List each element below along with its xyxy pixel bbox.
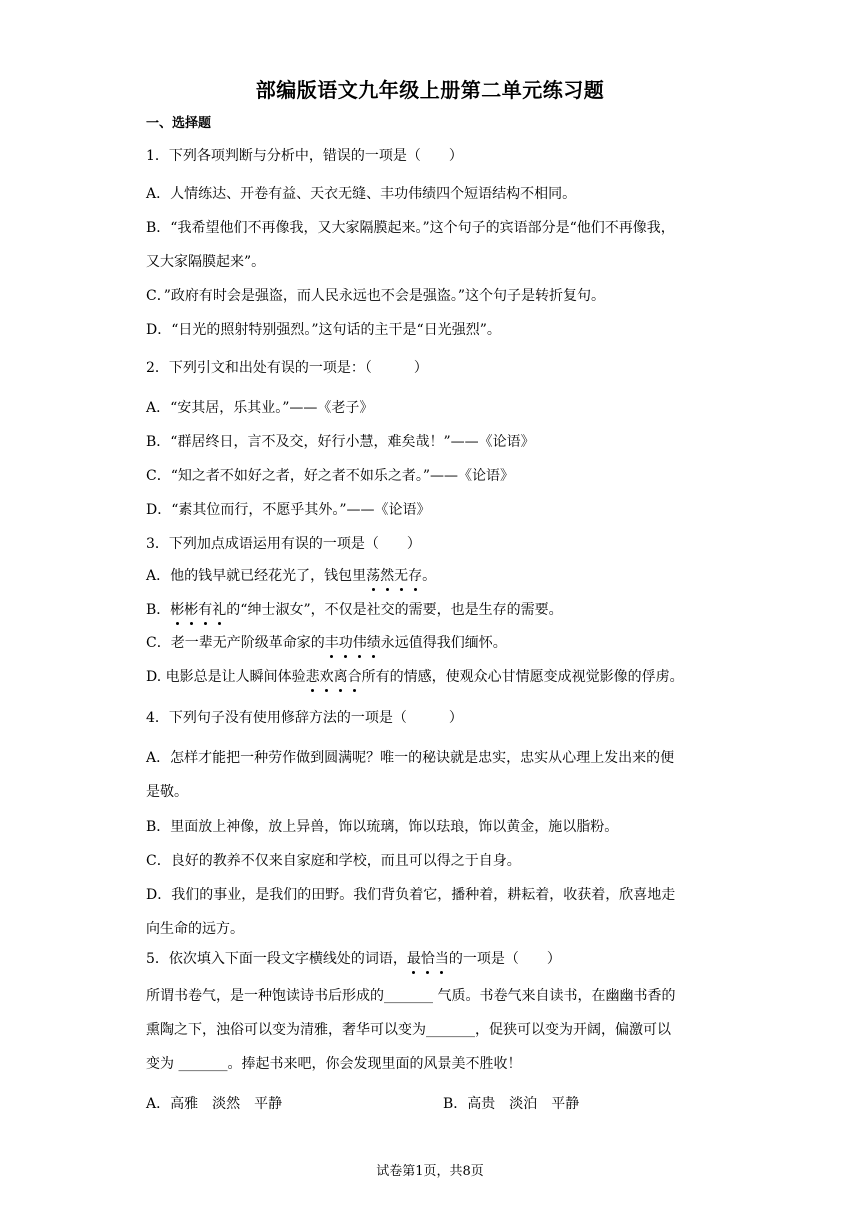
question-4-option-a: A．怎样才能把一种劳作做到圆满呢？唯一的秘诀就是忠实，忠实从心理上发出来的便 bbox=[146, 750, 675, 766]
question-1-option-a: A．人情练达、开卷有益、天衣无缝、丰功伟绩四个短语结构不相同。 bbox=[146, 186, 577, 202]
question-4-option-d: D．我们的事业，是我们的田野。我们背负着它，播种着，耕耘着，收获着，欣喜地走 bbox=[146, 887, 676, 903]
page-footer: 试卷第1页，共8页 bbox=[376, 1164, 484, 1179]
question-5-passage-line-2: 熏陶之下，浊俗可以变为清雅，奢华可以变为_______，促狭可以变为开阔，偏激可以 bbox=[146, 1022, 671, 1038]
question-1-stem: 1．下列各项判断与分析中，错误的一项是（ ） bbox=[146, 148, 463, 164]
question-3-option-a: A．他的钱早就已经花光了，钱包里荡然无存。 bbox=[146, 568, 437, 584]
question-5-option-b: B．高贵 淡泊 平静 bbox=[443, 1096, 580, 1112]
section-heading: 一、选择题 bbox=[146, 116, 212, 131]
question-5-passage-line-1: 所谓书卷气，是一种饱读诗书后形成的_______ 气质。书卷气来自读书，在幽幽书香的 bbox=[146, 988, 676, 1004]
question-5-stem: 5．依次填入下面一段文字横线处的词语，最恰当的一项是（ ） bbox=[146, 951, 561, 967]
question-3-option-d: D. 电影总是让人瞬间体验悲欢离合所有的情感，使观众心甘情愿变成视觉影像的俘虏。 bbox=[146, 669, 684, 685]
question-4-option-a-cont: 是敬。 bbox=[146, 784, 188, 800]
question-4-option-d-cont: 向生命的远方。 bbox=[146, 921, 244, 937]
question-3-option-c: C．老一辈无产阶级革命家的丰功伟绩永远值得我们缅怀。 bbox=[146, 635, 507, 651]
question-2-option-a: A．“安其居，乐其业。”——《老子》 bbox=[146, 400, 374, 416]
question-1-option-d: D．“日光的照射特别强烈。”这句话的主干是“日光强烈”。 bbox=[146, 322, 501, 338]
question-1-option-b: B．“我希望他们不再像我，又大家隔膜起来。”这个句子的宾语部分是“他们不再像我， bbox=[146, 220, 675, 236]
question-2-option-c: C．“知之者不如好之者，好之者不如乐之者。”——《论语》 bbox=[146, 468, 515, 484]
question-2-stem: 2．下列引文和出处有误的一项是：（ ） bbox=[146, 360, 428, 376]
question-5-passage-line-3: 变为 _______。捧起书来吧，你会发现里面的风景美不胜收！ bbox=[146, 1056, 522, 1072]
question-4-option-b: B．里面放上神像，放上异兽，饰以琉璃，饰以珐琅，饰以黄金，施以脂粉。 bbox=[146, 819, 619, 835]
question-2-option-b: B．“群居终日，言不及交，好行小慧，难矣哉！”——《论语》 bbox=[146, 434, 535, 450]
question-1-option-b-cont: 又大家隔膜起来”。 bbox=[146, 254, 266, 270]
question-3-stem: 3．下列加点成语运用有误的一项是（ ） bbox=[146, 536, 421, 552]
page-title: 部编版语文九年级上册第二单元练习题 bbox=[255, 78, 605, 102]
question-4-stem: 4．下列句子没有使用修辞方法的一项是（ ） bbox=[146, 710, 463, 726]
question-5-option-a: A．高雅 淡然 平静 bbox=[146, 1096, 283, 1112]
question-1-option-c: C．”政府有时会是强盗，而人民永远也不会是强盗。”这个句子是转折复句。 bbox=[146, 288, 606, 304]
question-2-option-d: D．“素其位而行，不愿乎其外。”——《论语》 bbox=[146, 502, 431, 518]
question-4-option-c: C．良好的教养不仅来自家庭和学校，而且可以得之于自身。 bbox=[146, 853, 521, 869]
question-3-option-b: B．彬彬有礼的“绅士淑女”，不仅是社交的需要，也是生存的需要。 bbox=[146, 602, 563, 618]
